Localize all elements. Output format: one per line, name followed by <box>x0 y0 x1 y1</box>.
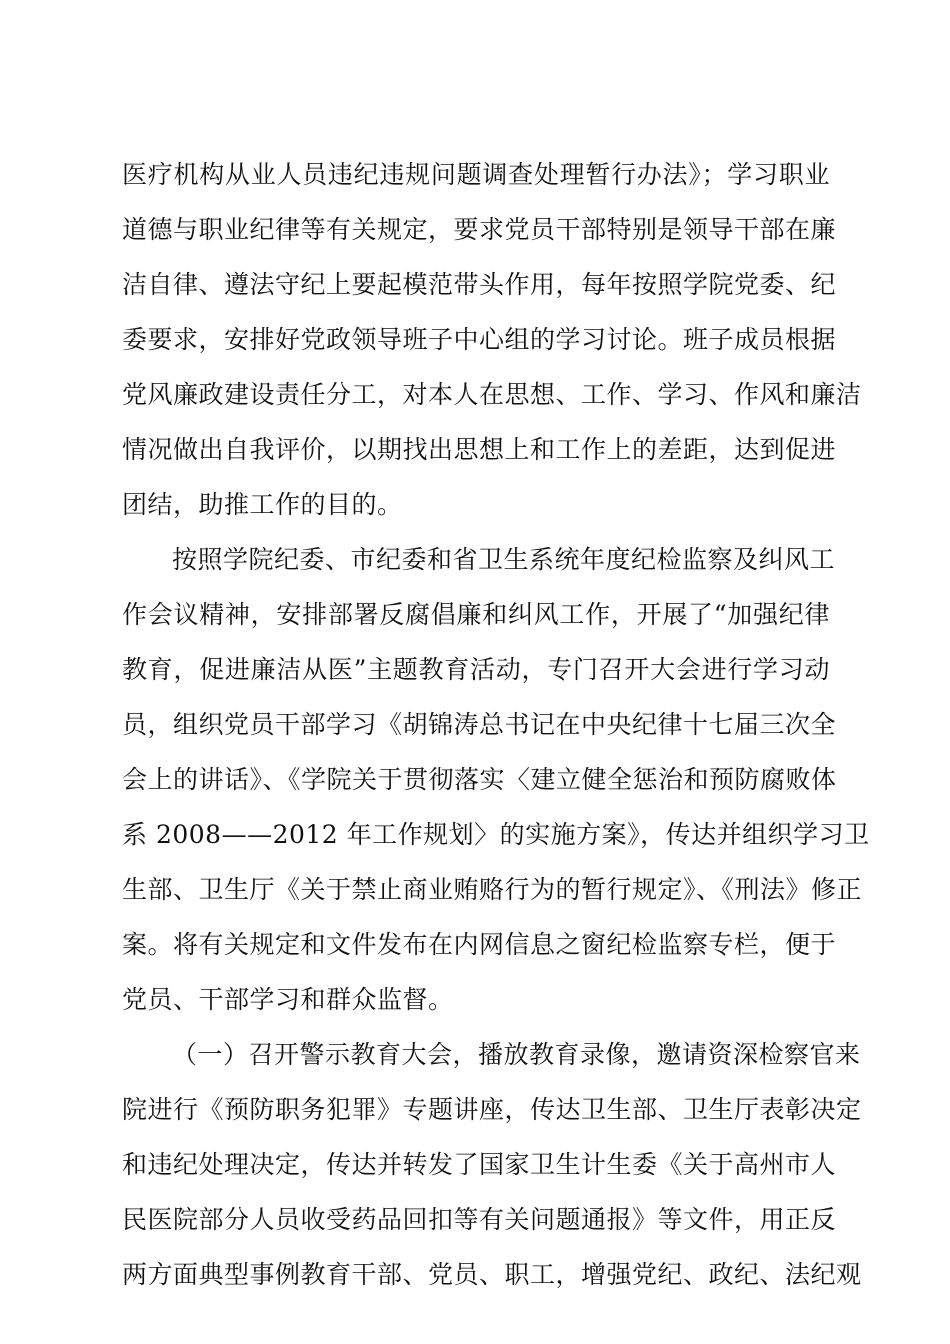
text-line: 洁自律、遵法守纪上要起模范带头作用，每年按照学院党委、纪 <box>122 270 837 299</box>
text-line: 作会议精神，安排部署反腐倡廉和纠风工作，开展了“加强纪律 <box>122 600 830 629</box>
text-line: 民医院部分人员收受药品回扣等有关问题通报》等文件，用正反 <box>122 1205 837 1234</box>
text-line: 会上的讲话》、《学院关于贯彻落实〈建立健全惩治和预防腐败体 <box>122 765 837 794</box>
text-line: 道德与职业纪律等有关规定，要求党员干部特别是领导干部在廉 <box>122 215 837 244</box>
text-line: 案。将有关规定和文件发布在内网信息之窗纪检监察专栏，便于 <box>122 930 837 959</box>
text-line: 委要求，安排好党政领导班子中心组的学习讨论。班子成员根据 <box>122 325 837 354</box>
text-line: 情况做出自我评价，以期找出思想上和工作上的差距，达到促进 <box>122 435 837 464</box>
text-line: 两方面典型事例教育干部、党员、职工，增强党纪、政纪、法纪观 <box>122 1260 862 1289</box>
paragraph-first-line: 按照学院纪委、市纪委和省卫生系统年度纪检监察及纠风工 <box>172 545 836 574</box>
text-line: 党风廉政建设责任分工，对本人在思想、工作、学习、作风和廉洁 <box>122 380 862 409</box>
text-line: 生部、卫生厅《关于禁止商业贿赂行为的暂行规定》、《刑法》修正 <box>122 875 863 904</box>
text-line: 院进行《预防职务犯罪》专题讲座，传达卫生部、卫生厅表彰决定 <box>122 1095 862 1124</box>
text-line: 教育，促进廉洁从医”主题教育活动，专门召开大会进行学习动 <box>122 655 830 684</box>
text-line: 医疗机构从业人员违纪违规问题调查处理暂行办法》；学习职业 <box>122 160 830 189</box>
paragraph-first-line: （一）召开警示教育大会，播放教育录像，邀请资深检察官来 <box>172 1040 861 1069</box>
text-line: 党员、干部学习和群众监督。 <box>122 985 454 1014</box>
text-line: 和违纪处理决定，传达并转发了国家卫生计生委《关于高州市人 <box>122 1150 837 1179</box>
text-line: 系 2008——2012 年工作规划〉的实施方案》，传达并组织学习卫 <box>122 820 870 849</box>
text-line: 员，组织党员干部学习《胡锦涛总书记在中央纪律十七届三次全 <box>122 710 837 739</box>
text-line: 团结，助推工作的目的。 <box>122 490 403 519</box>
